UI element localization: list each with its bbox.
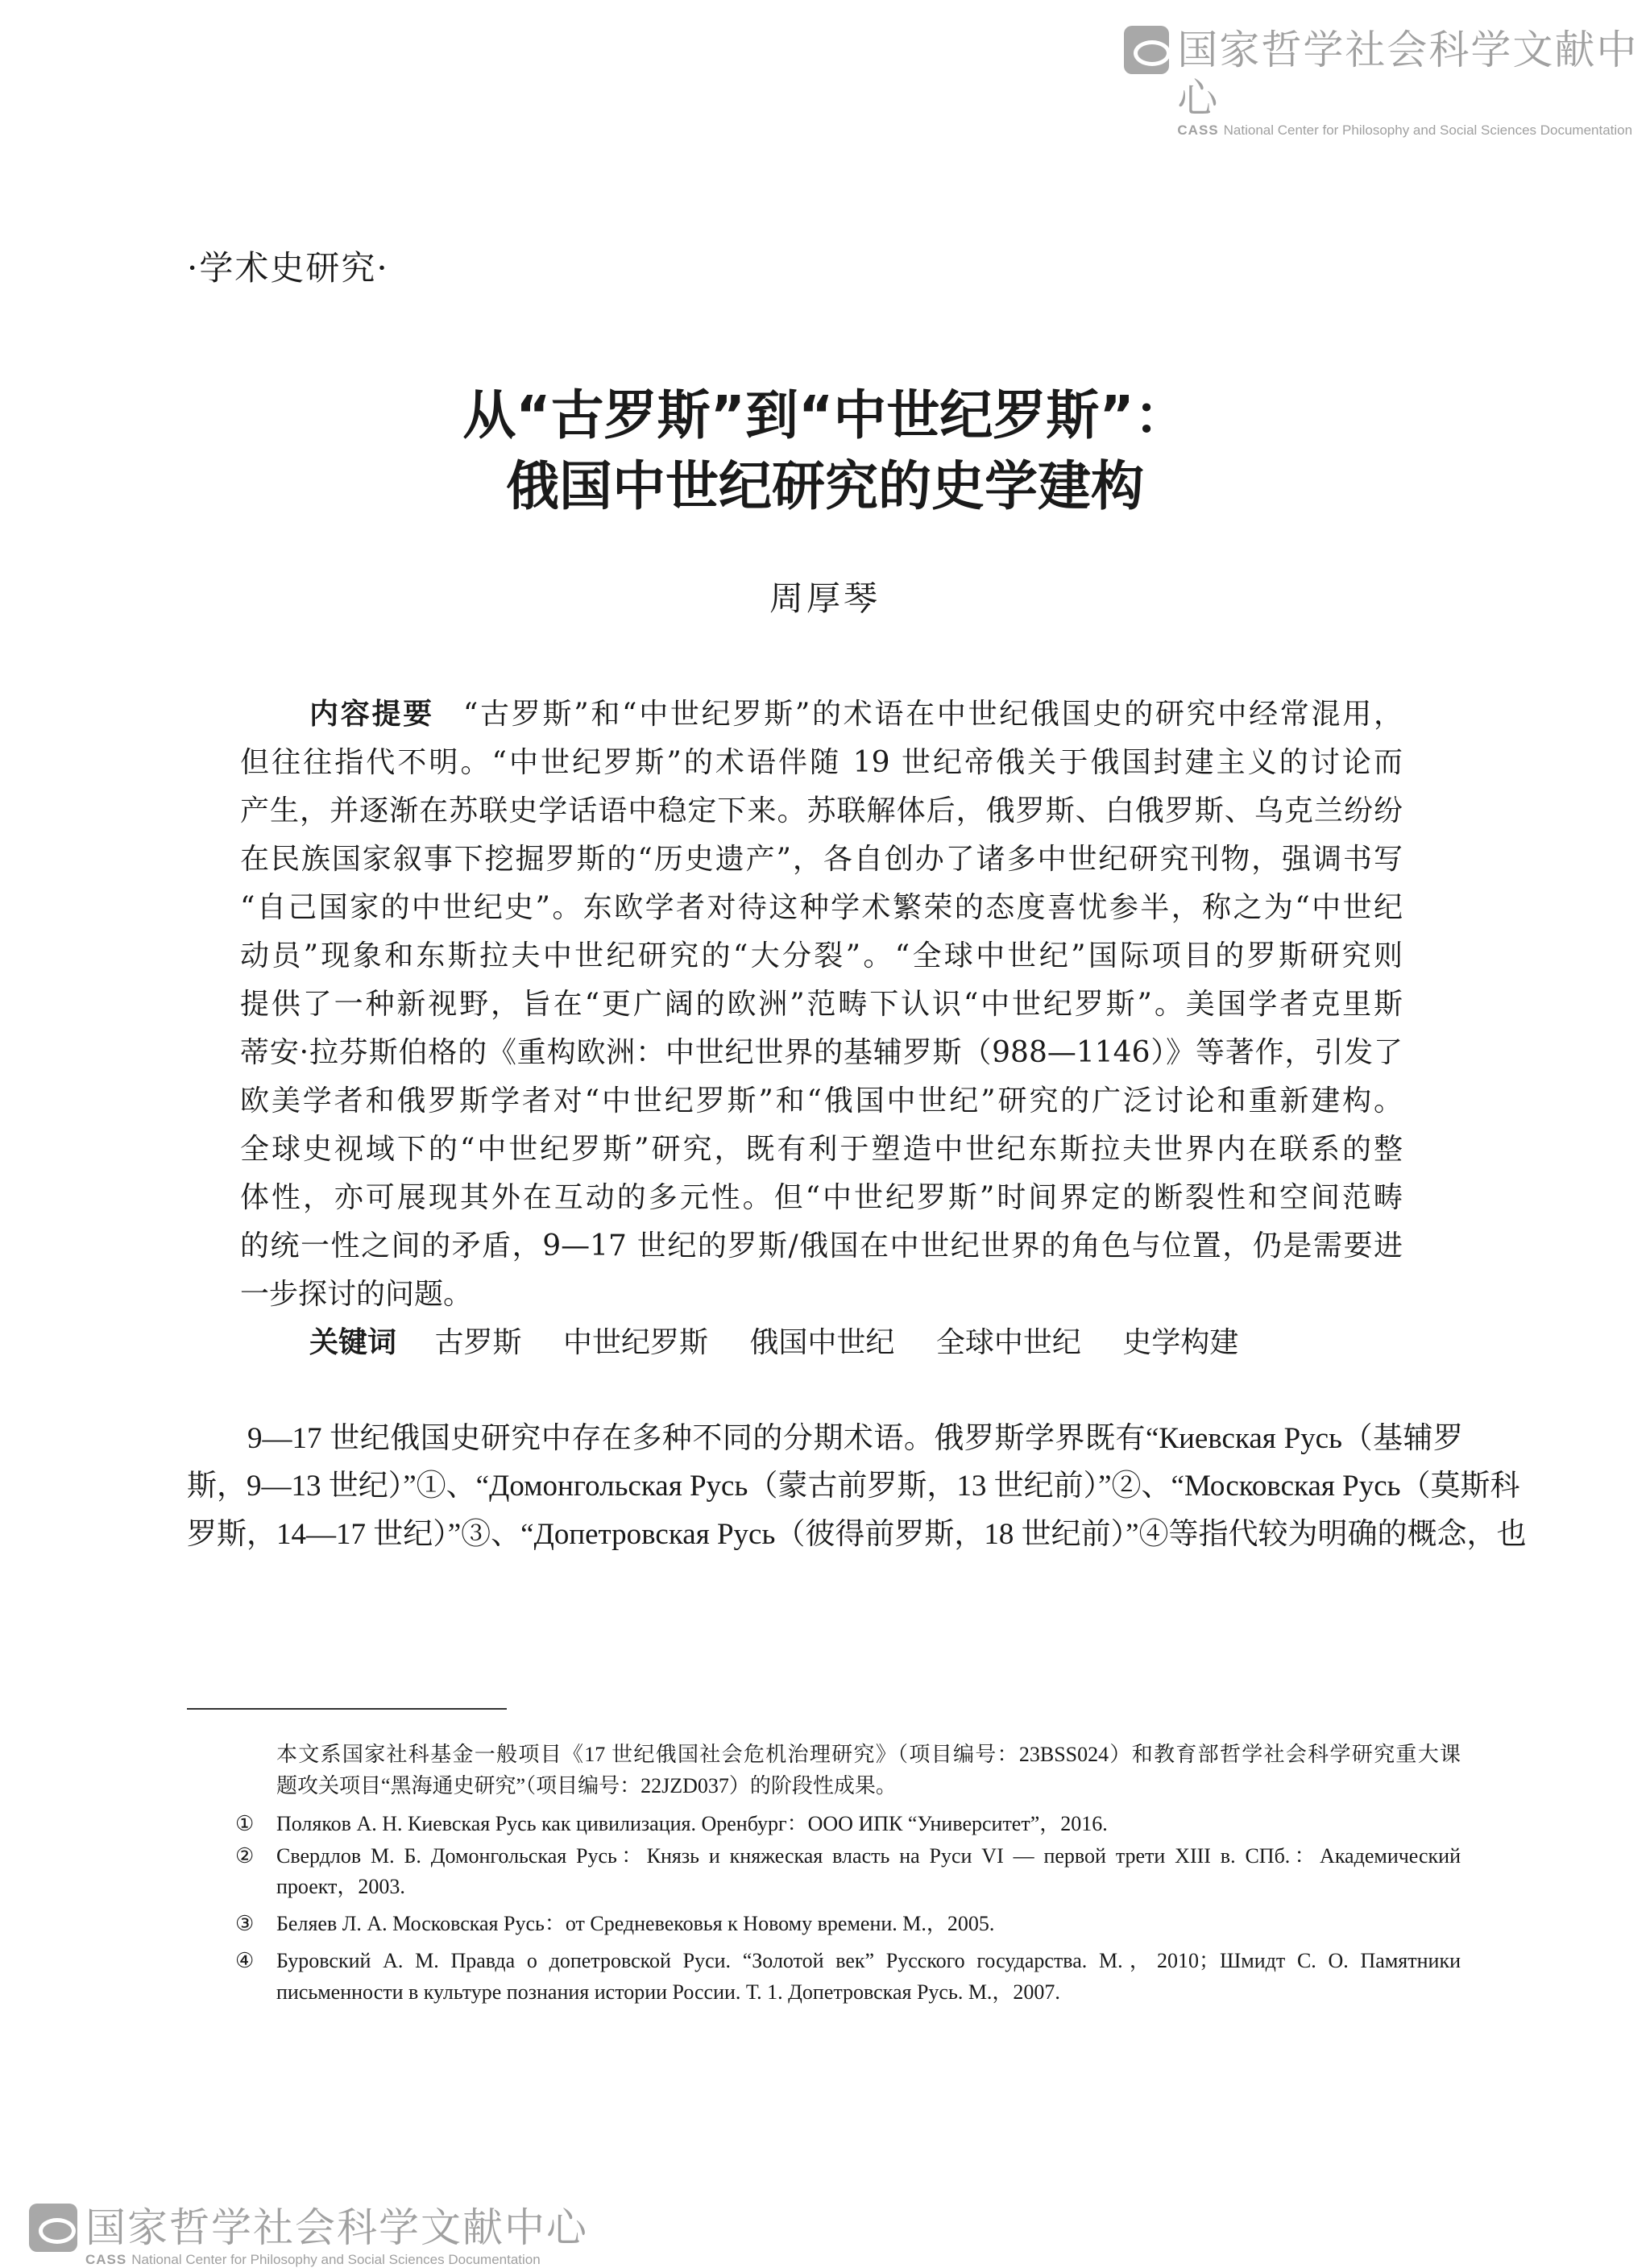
footnote-text: Буровский А. М. Правда о допетровской Руси. “Золотой век” Русского государства. М.，2010；Шмидт С. О. Памятники (276, 1949, 1461, 1972)
keyword: 史学构建 (1122, 1326, 1239, 1359)
footnote-text: Поляков А. Н. Киевская Русь как цивилизация. Оренбург：ООО ИПК “Университет”，2016. (276, 1812, 1108, 1835)
keyword: 古罗斯 (434, 1326, 522, 1359)
watermark-cn: 国家哲学社会科学文献中心 (1177, 27, 1639, 122)
watermark-en: National Center for Philosophy and Social Sciences Documentation (1223, 122, 1633, 138)
abstract-line: 提供了一种新视野，旨在“更广阔的欧洲”范畴下认识“中世纪罗斯”。美国学者克里斯 (240, 988, 1403, 1021)
article-title-line-2: 俄国中世纪研究的史学建构 (506, 455, 1144, 517)
watermark-en: National Center for Philosophy and Social Sciences Documentation (131, 2252, 541, 2267)
abstract-line: 一步探讨的问题。 (240, 1278, 473, 1311)
footnote-text: письменности в культуре познания истории России. Т. 1. Допетровская Русь. М.，2007. (276, 1980, 1060, 2004)
abstract-line: 的统一性之间的矛盾，9—17 世纪的罗斯/俄国在中世纪世界的角色与位置，仍是需要进 (240, 1229, 1403, 1263)
body-line: 斯，9—13 世纪）”①、“Домонгольская Русь（蒙古前罗斯，13 世纪前）”②、“Московская Русь（莫斯科 (187, 1470, 1520, 1503)
footnote-text: Свердлов М. Б. Домонгольская Русь：Князь и княжеская власть на Руси VI — первой трети XIII в. СПб.：Академический (276, 1844, 1461, 1868)
abstract-line: 蒂安·拉芬斯伯格的《重构欧洲：中世纪世界的基辅罗斯（988—1146）》等著作，引发了 (240, 1036, 1403, 1069)
abstract-label: 内容提要 (309, 698, 434, 731)
keywords-label: 关键词 (309, 1326, 397, 1359)
keyword: 俄国中世纪 (749, 1326, 895, 1359)
abstract-line: “古罗斯”和“中世纪罗斯”的术语在中世纪俄国史的研究中经常混用， (462, 698, 1403, 731)
footnote-number: ① (235, 1812, 255, 1836)
watermark-cass: CASS (1177, 122, 1219, 138)
abstract-line: 在民族国家叙事下挖掘罗斯的“历史遗产”，各自创办了诸多中世纪研究刊物，强调书写 (240, 843, 1403, 876)
abstract-line: 体性，亦可展现其外在互动的多元性。但“中世纪罗斯”时间界定的断裂性和空间范畴 (240, 1181, 1403, 1214)
funding-note: 本文系国家社科基金一般项目《17 世纪俄国社会危机治理研究》（项目编号：23BSS024）和教育部哲学社会科学研究重大课 (276, 1743, 1461, 1766)
abstract-line: 但往往指代不明。“中世纪罗斯”的术语伴随 19 世纪帝俄关于俄国封建主义的讨论而 (240, 746, 1403, 779)
keywords (309, 1325, 1403, 1361)
keyword: 全球中世纪 (935, 1326, 1081, 1359)
section-label: ·学术史研究· (187, 248, 389, 288)
abstract-line: 全球史视域下的“中世纪罗斯”研究，既有利于塑造中世纪东斯拉夫世界内在联系的整 (240, 1133, 1403, 1166)
article-title-line-1: 从“古罗斯”到“中世纪罗斯”： (462, 384, 1188, 446)
body-line: 9—17 世纪俄国史研究中存在多种不同的分期术语。俄罗斯学界既有“Киевская Русь（基辅罗 (247, 1422, 1463, 1455)
watermark-logo-bottom (29, 2204, 588, 2268)
body-line: 罗斯，14—17 世纪）”③、“Допетровская Русь（彼得前罗斯，18 世纪前）”④等指代较为明确的概念，也 (187, 1518, 1527, 1551)
keyword: 中世纪罗斯 (562, 1326, 708, 1359)
author: 周厚琴 (769, 578, 881, 618)
footnote-text: Беляев Л. А. Московская Русь：от Средневековья к Новому времени. М.，2005. (276, 1912, 995, 1935)
footnote-text: проект，2003. (276, 1875, 405, 1898)
abstract-line: 欧美学者和俄罗斯学者对“中世纪罗斯”和“俄国中世纪”研究的广泛讨论和重新建构。 (240, 1084, 1403, 1117)
footnote-divider (187, 1708, 507, 1710)
footnote-number: ② (235, 1844, 255, 1868)
cass-logo-icon (1124, 26, 1169, 74)
funding-note: 题攻关项目“黑海通史研究”（项目编号：22JZD037）的阶段性成果。 (276, 1774, 897, 1797)
watermark-cass: CASS (85, 2252, 127, 2267)
abstract-line: 产生，并逐渐在苏联史学话语中稳定下来。苏联解体后，俄罗斯、白俄罗斯、乌克兰纷纷 (240, 794, 1403, 827)
cass-logo-icon (29, 2204, 77, 2252)
footnote-number: ④ (235, 1949, 255, 1973)
abstract-line: 动员”现象和东斯拉夫中世纪研究的“大分裂”。“全球中世纪”国际项目的罗斯研究则 (240, 939, 1403, 972)
watermark-logo-top (1124, 26, 1650, 139)
watermark-cn: 国家哲学社会科学文献中心 (85, 2204, 588, 2251)
abstract-line: “自己国家的中世纪史”。东欧学者对待这种学术繁荣的态度喜忧参半，称之为“中世纪 (240, 891, 1403, 924)
footnote-number: ③ (235, 1912, 255, 1936)
